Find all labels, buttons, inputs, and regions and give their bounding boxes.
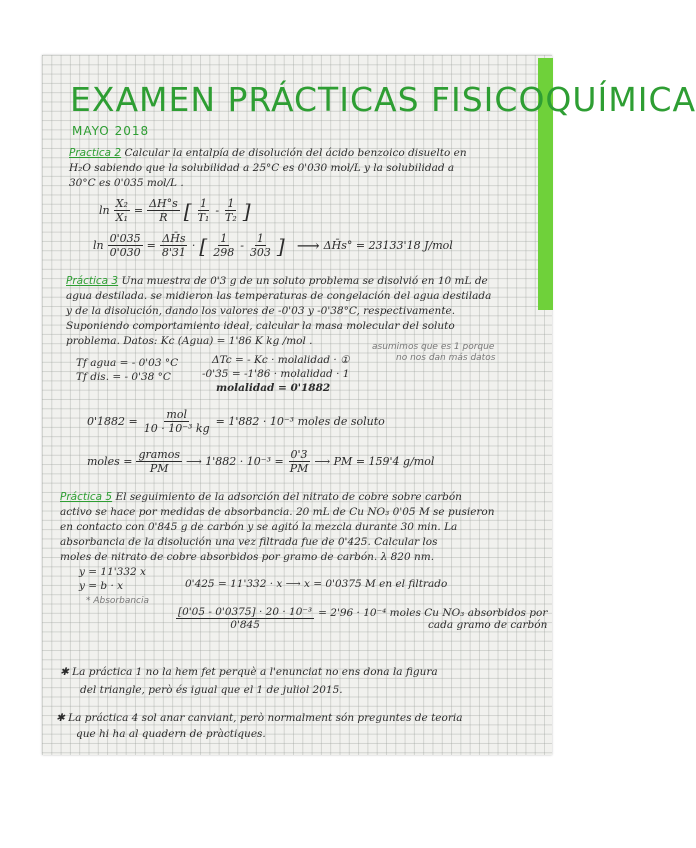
eqe-den2: PM [289,462,309,475]
p5-y2: y = b · x [79,580,124,592]
p5-y1: y = 11'332 x [79,566,146,578]
eq2-bracket-right: ] [276,233,285,258]
tf-solution: Tf dis. = - 0'38 °C [76,371,171,383]
eq1-ta: T₁ [197,211,210,224]
p3-eq-c: molalidad = 0'1882 [216,382,331,394]
note-1-text-2: del triangle, però és igual que el 1 de juliol 2015. [80,684,343,696]
eq1-den1: X₁ [115,211,128,224]
eqg-num: [0'05 - 0'0375] · 20 · 10⁻³ [178,606,313,618]
note-1-text-1: La práctica 1 no la hem fet perquè a l'enunciat no ens dona la figura [72,666,438,678]
note-2-line-1 [56,712,462,725]
p5-text-3: en contacto con 0'845 g de carbón y se agitó la mezcla durante 30 min. La [60,521,458,533]
eq2-b: 1 [256,232,264,245]
p3-text-4: Suponiendo comportamiento ideal, calcular la masa molecular del soluto [66,320,455,332]
eq2-bracket-left: [ [199,233,208,258]
eq1-den2: R [159,211,168,224]
eqe-den: PM [149,462,169,475]
eqg-right-block [318,607,547,631]
p5-text-1: El seguimiento de la adsorción del nitrato de cobre sobre carbón [115,491,462,503]
p5-line-1 [60,491,462,504]
note-2-text-2: que hi ha al quadern de pràctiques. [76,728,266,740]
p3-eq-a: ΔTc = - Kc · molalidad · ① [212,354,350,366]
eqe-num: gramos [138,448,181,461]
p3-eq-e [87,448,434,475]
p2-equation-2 [93,232,453,259]
tf-water: Tf agua = - 0'03 °C [76,357,179,369]
eqe-mid: ⟶ 1'882 · 10⁻³ = [186,455,284,468]
eq2-num2: ΔH̄s [162,232,186,245]
eqd-den: 10 · 10⁻³ kg [143,422,210,435]
eq1-minus: - [215,204,220,217]
p2-text-2: H₂O sabiendo que la solubilidad a 25°C es 0'030 mol/L y la solubilidad a [69,162,455,174]
eqg-den: 0'845 [230,619,260,631]
eq1-num2: ΔH°s [149,197,178,210]
p5-label: Práctica 5 [60,491,113,503]
eq2-minus: - [240,239,244,252]
p3-note-1: asumimos que es 1 porque [372,342,495,352]
eq2-den2: 8'31 [161,246,186,259]
p3-text-5: problema. Datos: Kc (Agua) = 1'86 K kg /mol . [66,335,313,347]
enthalpy-result: ΔH̄s° = 23133'18 J/mol [323,239,453,252]
eq1-num1: X₂ [115,197,128,210]
p3-text-3: y de la disolución, dando los valores de -0'03 y -0'38°C, respectivamente. [66,305,456,317]
p2-line-1 [69,147,467,160]
p5-text-2: activo se hace por medidas de absorbancia. 20 mL de Cu NO₃ 0'05 M se pusieron [60,506,495,518]
eqd-num: mol [166,408,187,421]
p3-text-2: agua destilada. se midieron las temperaturas de congelación del agua destilada [66,290,492,302]
eq2-dot: · [191,239,196,252]
p3-note-2: no nos dan más datos [396,353,496,363]
eqd-right: = 1'882 · 10⁻³ moles de soluto [215,415,385,428]
p2-equation-1 [99,197,251,224]
exam-date: MAYO 2018 [72,124,150,138]
eqe-num2: 0'3 [290,448,308,461]
eq2-equals: = [146,239,156,252]
page-title: EXAMEN PRÁCTICAS FISICOQUÍMICA [70,80,696,119]
p5-text-4: absorbancia de la disolución una vez filtrada fue de 0'425. Calcular los [60,536,438,548]
p5-abs-note: * Absorbancia [86,596,150,606]
p3-line-1 [66,275,488,288]
p3-eq-b: -0'35 = -1'86 · molalidad · 1 [202,368,350,380]
eq2-num1: 0'035 [109,232,141,245]
p2-text-1: Calcular la entalpía de disolución del ácido benzoico disuelto en [124,147,467,159]
p5-eq-g [176,606,547,631]
eqg-right: = 2'96 · 10⁻⁴ moles Cu NO₃ absorbidos por [318,606,548,619]
eq1-equals: = [133,204,144,217]
p5-eq-f: 0'425 = 11'332 · x ⟶ x = 0'0375 M en el filtrado [185,578,448,590]
eqe-left: moles = [87,455,133,468]
eqd-left: 0'1882 = [87,415,138,428]
p2-label: Practica 2 [69,147,122,159]
p3-label: Práctica 3 [66,275,119,287]
eq2-tb: 303 [249,246,271,259]
notebook-page [42,55,552,755]
asterisk-icon: ✱ [56,712,65,724]
eqe-right: ⟶ PM = 159'4 g/mol [314,455,435,468]
note-1-line-1 [60,666,438,679]
p3-text-1: Una muestra de 0'3 g de un soluto problema se disolvió en 10 mL de [121,275,488,287]
arrow-icon: ⟶ [296,236,320,255]
asterisk-icon: ✱ [60,666,69,678]
eq1-b: 1 [227,197,235,210]
eq2-den1: 0'030 [109,246,141,259]
p3-eq-d [87,408,385,435]
eq1-bracket-left: [ [183,198,192,223]
eqg-right-2: cada gramo de carbón [428,618,548,631]
p2-text-3: 30°C es 0'035 mol/L . [69,177,184,189]
eq1-a: 1 [199,197,207,210]
eq2-ta: 298 [213,246,235,259]
eq1-bracket-right: ] [242,198,251,223]
p5-text-5: moles de nitrato de cobre absorbidos por gramo de carbón. λ 820 nm. [60,551,435,563]
note-2-text-1: La práctica 4 sol anar canviant, però normalment són preguntes de teoria [68,712,463,724]
eq1-tb: T₂ [225,211,237,224]
ln-label: ln [99,204,110,217]
eq2-a: 1 [220,232,228,245]
ln-label-2: ln [93,239,104,252]
